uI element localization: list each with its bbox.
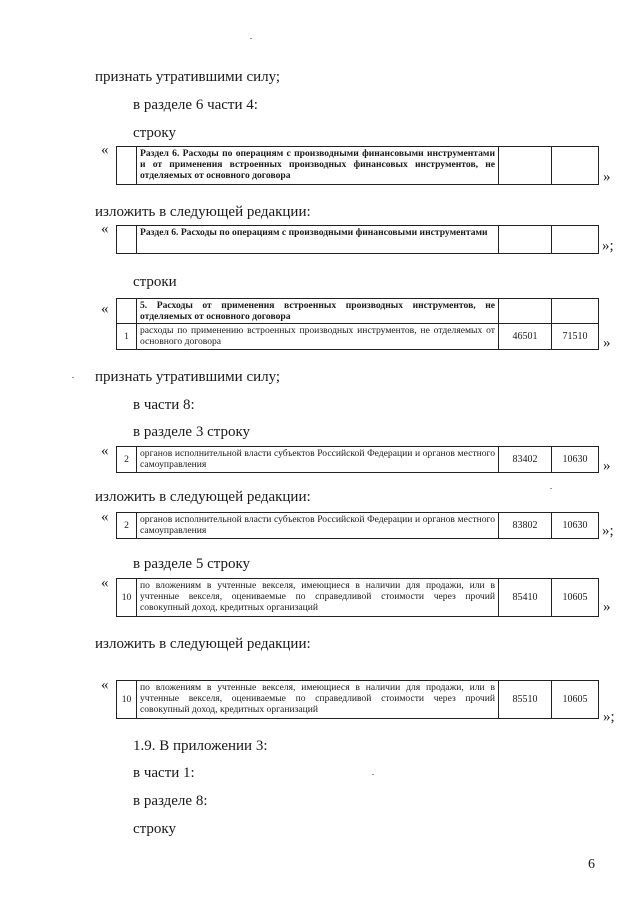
table-cell-code: 46501 xyxy=(499,324,552,350)
quote-close-semicolon-2: »; xyxy=(602,238,614,254)
table-cell-empty xyxy=(552,147,599,185)
table-cell-code: 10605 xyxy=(552,579,599,617)
table-cell-code: 85510 xyxy=(499,681,552,719)
table-cell-code: 83802 xyxy=(499,513,552,539)
quote-close-6: » xyxy=(603,599,611,615)
quote-open-1: « xyxy=(101,142,109,158)
quote-close-semicolon-5: »; xyxy=(602,523,614,539)
table-cell-text: расходы по применению встроенных производных инструментов, не отделяемых от основного договора xyxy=(137,324,499,350)
paragraph-row-final: строку xyxy=(133,821,176,837)
table-section5-new xyxy=(116,680,599,719)
paragraph-state-edition-3: изложить в следующей редакции: xyxy=(95,636,311,652)
table-cell-row-number: 2 xyxy=(117,447,137,473)
quote-close-semicolon-7: »; xyxy=(603,709,615,725)
table-cell-empty xyxy=(117,147,137,185)
paragraph-state-edition-1: изложить в следующей редакции: xyxy=(95,204,311,220)
paragraph-recognize-invalid-1: признать утратившими силу; xyxy=(95,69,281,85)
table-section5-old xyxy=(116,578,599,617)
table-cell-text: органов исполнительной власти субъектов Российской Федерации и органов местного самоуправления xyxy=(137,447,499,473)
table-embedded-derivatives-old xyxy=(116,298,599,350)
table-section6-old xyxy=(116,146,599,185)
quote-open-6: « xyxy=(101,575,109,591)
paragraph-row-1: строку xyxy=(133,125,176,141)
table-cell-text: Раздел 6. Расходы по операциям с производными финансовыми инструментами xyxy=(137,226,499,254)
table-cell-empty xyxy=(117,299,137,324)
table-cell-empty xyxy=(499,226,552,254)
table-cell-code: 83402 xyxy=(499,447,552,473)
table-cell-row-number: 1 xyxy=(117,324,137,350)
paragraph-appendix3: 1.9. В приложении 3: xyxy=(133,738,268,754)
paragraph-section8: в разделе 8: xyxy=(133,793,208,809)
table-cell-row-number: 10 xyxy=(117,579,137,617)
quote-open-4: « xyxy=(101,443,109,459)
table-section3-new xyxy=(116,512,599,539)
table-cell-code: 10630 xyxy=(552,447,599,473)
table-cell-row-number: 2 xyxy=(117,513,137,539)
scan-speck xyxy=(72,377,74,378)
table-section6-new xyxy=(116,225,599,254)
table-cell-text: Раздел 6. Расходы по операциям с производными финансовыми инструментами и от применения встроенных производных финансовых инструментов, не отделяемых от основного договора xyxy=(137,147,499,185)
quote-close-4: » xyxy=(603,458,611,474)
table-cell-code: 10630 xyxy=(552,513,599,539)
quote-open-2: « xyxy=(101,221,109,237)
table-cell-empty xyxy=(552,226,599,254)
paragraph-part8: в части 8: xyxy=(133,397,195,413)
table-cell-text: по вложениям в учтенные векселя, имеющиеся в наличии для продажи, или в учтенные векселя, оцениваемые по справедливой стоимости через прочий совокупный доход, кредитных организаций xyxy=(137,681,499,719)
paragraph-state-edition-2: изложить в следующей редакции: xyxy=(95,489,311,505)
paragraph-section5-row: в разделе 5 строку xyxy=(133,556,251,572)
paragraph-recognize-invalid-2: признать утратившими силу; xyxy=(95,369,281,385)
page-number: 6 xyxy=(588,857,595,872)
quote-open-7: « xyxy=(101,677,109,693)
paragraph-section3-row: в разделе 3 строку xyxy=(133,424,251,440)
scan-speck xyxy=(550,488,552,489)
table-cell-text: по вложениям в учтенные векселя, имеющиеся в наличии для продажи, или в учтенные векселя, оцениваемые по справедливой стоимости через прочий совокупный доход, кредитных организаций xyxy=(137,579,499,617)
paragraph-section6-part4: в разделе 6 части 4: xyxy=(133,97,258,113)
table-cell-code: 71510 xyxy=(552,324,599,350)
paragraph-rows: строки xyxy=(133,274,177,290)
quote-open-3: « xyxy=(101,301,109,317)
quote-close-1: » xyxy=(603,169,611,185)
table-cell-empty xyxy=(117,226,137,254)
table-section3-old xyxy=(116,446,599,473)
table-cell-text: 5. Расходы от применения встроенных производных инструментов, не отделяемых от основного договора xyxy=(137,299,499,324)
table-cell-code: 10605 xyxy=(552,681,599,719)
scan-speck xyxy=(372,774,374,775)
table-cell-empty xyxy=(499,147,552,185)
scan-speck xyxy=(250,38,252,39)
quote-open-5: « xyxy=(101,509,109,525)
table-cell-row-number: 10 xyxy=(117,681,137,719)
table-cell-code: 85410 xyxy=(499,579,552,617)
table-cell-empty xyxy=(499,299,552,324)
quote-close-3: » xyxy=(603,335,611,351)
table-cell-empty xyxy=(552,299,599,324)
paragraph-part1: в части 1: xyxy=(133,765,195,781)
table-cell-text: органов исполнительной власти субъектов Российской Федерации и органов местного самоуправления xyxy=(137,513,499,539)
